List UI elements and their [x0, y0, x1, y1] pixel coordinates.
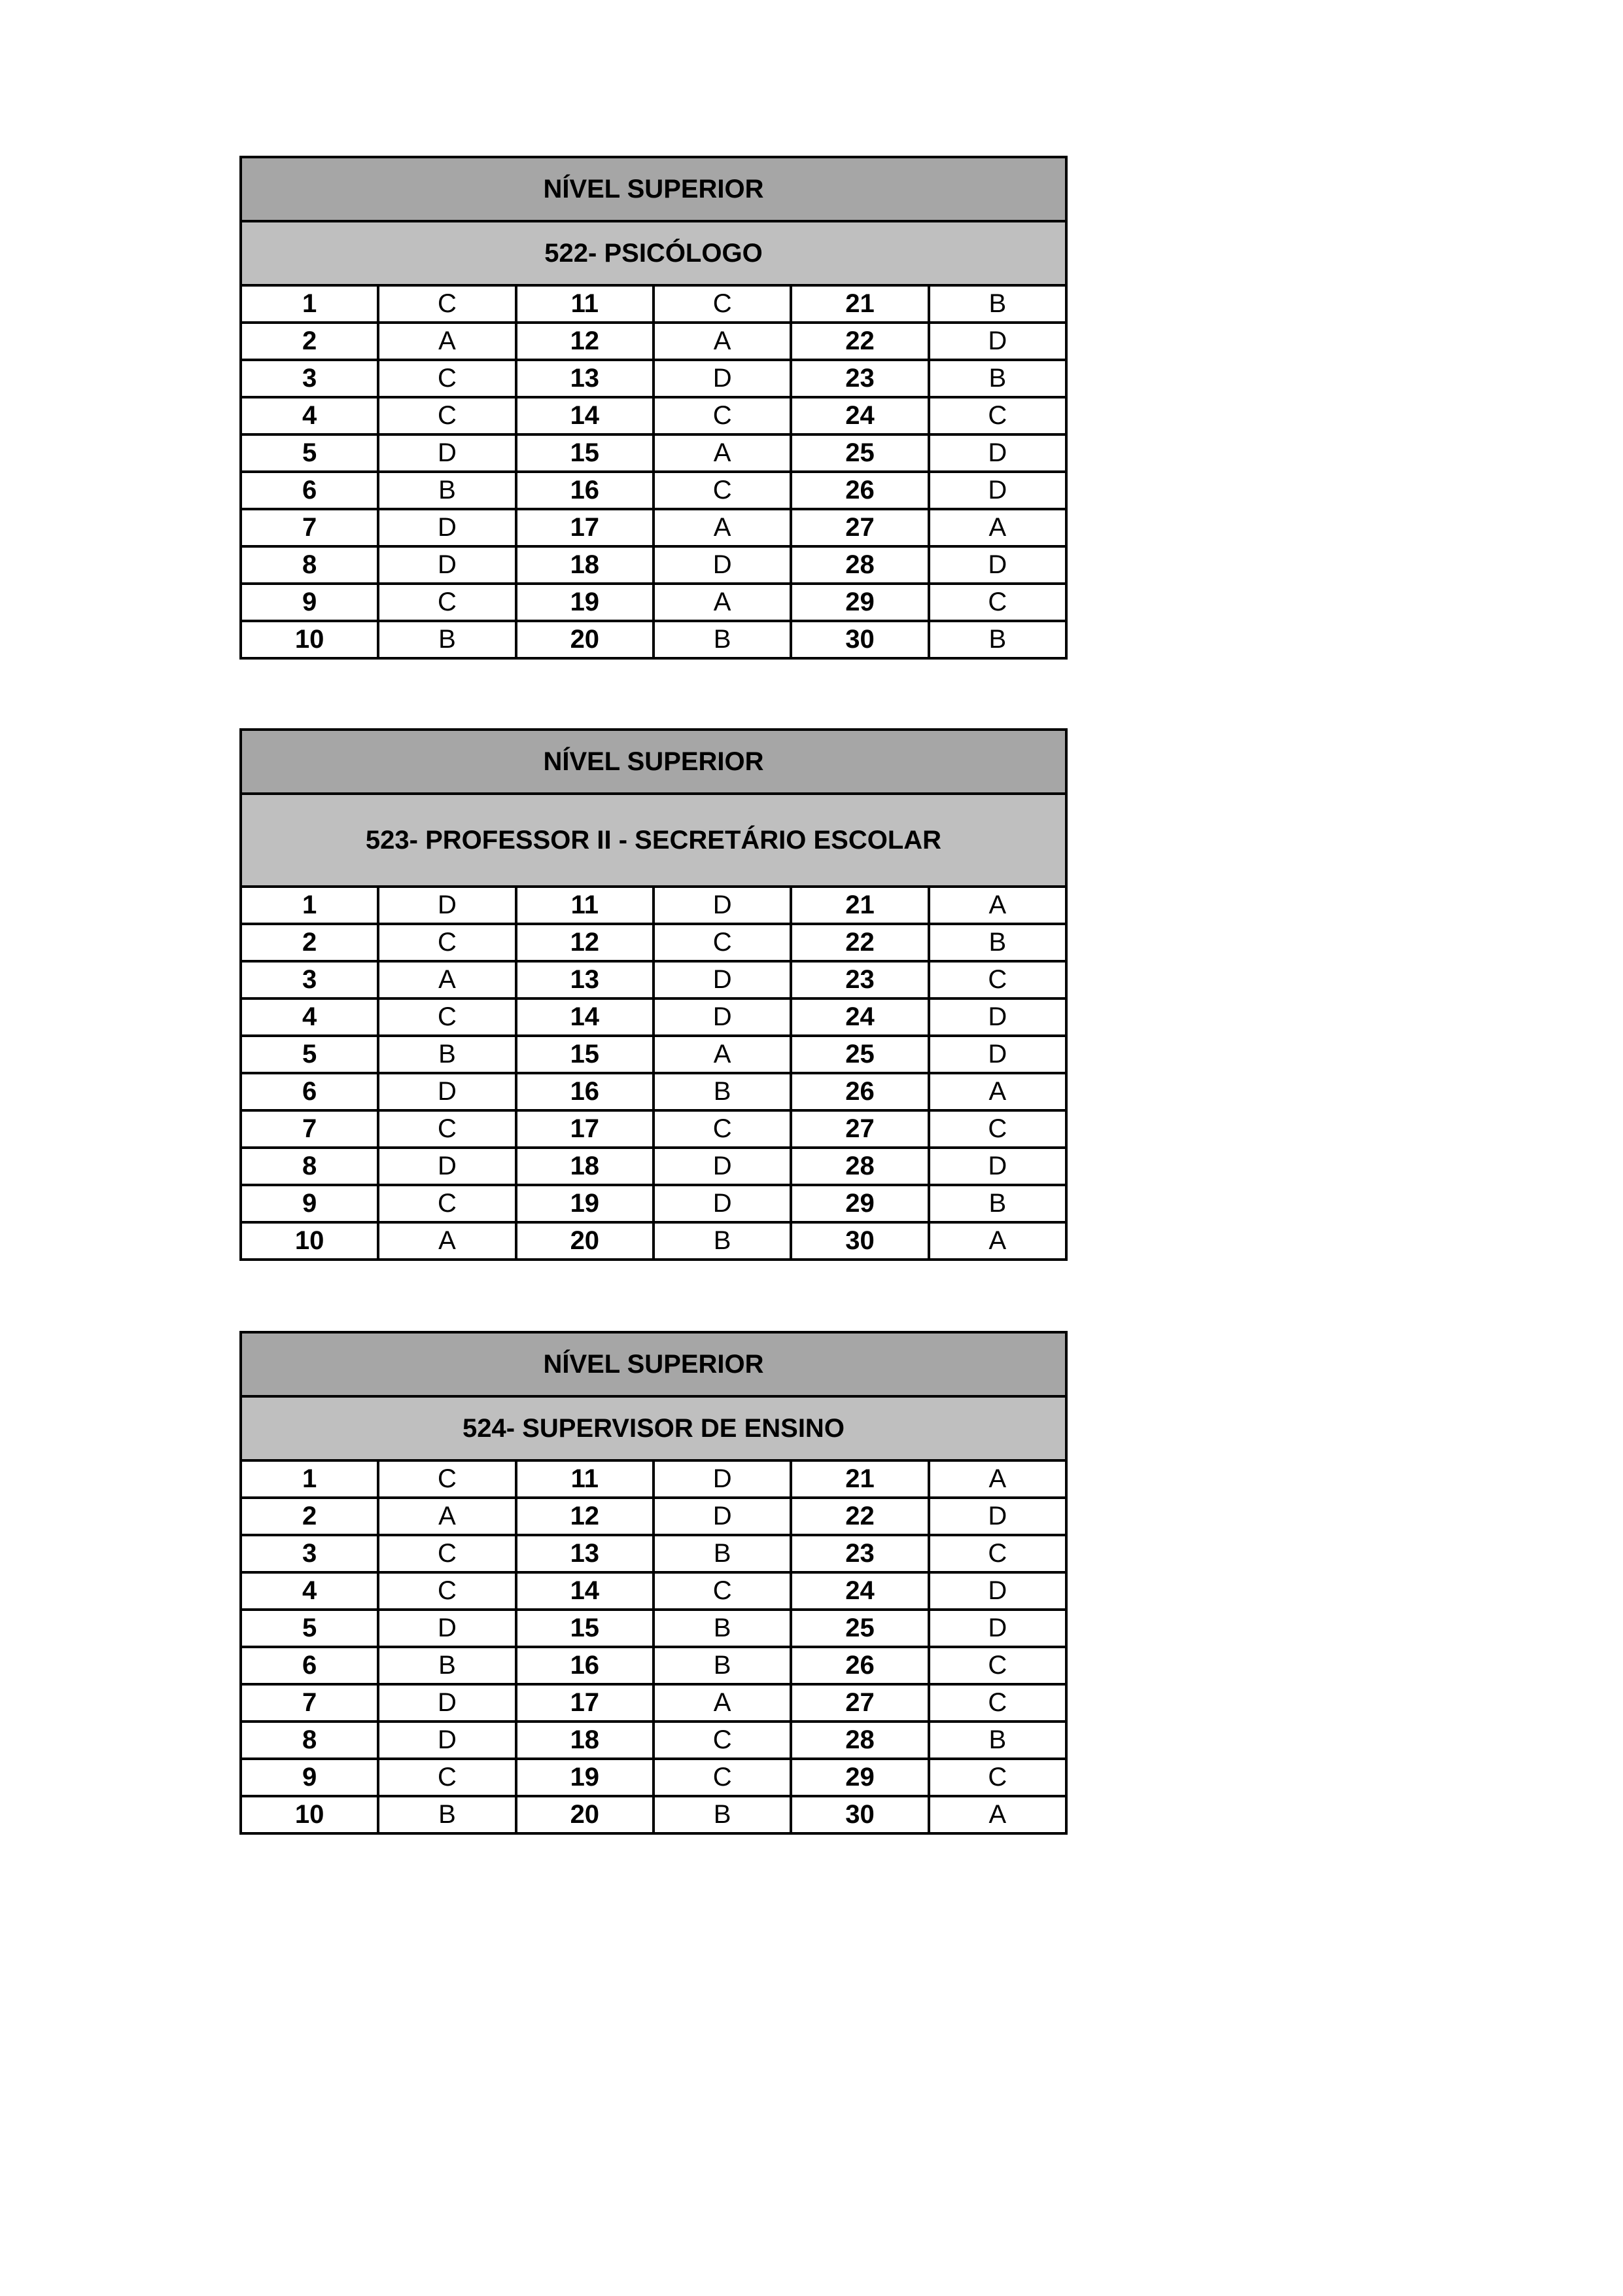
question-number: 9 — [241, 584, 378, 621]
question-number: 4 — [241, 397, 378, 434]
answer-row — [241, 434, 1066, 472]
question-number: 5 — [241, 1036, 378, 1073]
question-number: 24 — [791, 998, 928, 1036]
question-number: 14 — [516, 1572, 654, 1610]
question-number: 28 — [791, 1722, 928, 1759]
answer-letter: D — [929, 1572, 1066, 1610]
answer-row — [241, 584, 1066, 621]
answer-letter: D — [378, 546, 515, 584]
level-header-row — [241, 1332, 1066, 1396]
answer-row — [241, 360, 1066, 397]
answer-row — [241, 1722, 1066, 1759]
question-number: 12 — [516, 924, 654, 961]
answer-letter: A — [654, 584, 791, 621]
answer-letter: C — [929, 961, 1066, 998]
answer-letter: A — [654, 323, 791, 360]
answer-letter: A — [378, 1222, 515, 1260]
answer-row — [241, 998, 1066, 1036]
question-number: 9 — [241, 1185, 378, 1222]
answer-row — [241, 924, 1066, 961]
job-title-row — [241, 221, 1066, 285]
answer-letter: B — [378, 1647, 515, 1684]
question-number: 25 — [791, 1610, 928, 1647]
question-number: 27 — [791, 509, 928, 546]
question-number: 10 — [241, 621, 378, 658]
question-number: 15 — [516, 434, 654, 472]
question-number: 18 — [516, 1148, 654, 1185]
answer-row — [241, 546, 1066, 584]
question-number: 30 — [791, 1796, 928, 1833]
answer-letter: C — [654, 472, 791, 509]
question-number: 15 — [516, 1610, 654, 1647]
answer-row — [241, 1796, 1066, 1833]
question-number: 15 — [516, 1036, 654, 1073]
answer-letter: D — [378, 887, 515, 924]
answer-letter: D — [654, 1148, 791, 1185]
question-number: 17 — [516, 509, 654, 546]
question-number: 26 — [791, 1073, 928, 1110]
question-number: 19 — [516, 584, 654, 621]
answer-letter: B — [929, 924, 1066, 961]
answer-letter: A — [929, 1796, 1066, 1833]
answer-letter: B — [378, 472, 515, 509]
answer-letter: D — [929, 323, 1066, 360]
answer-letter: D — [929, 1610, 1066, 1647]
answer-letter: D — [378, 1148, 515, 1185]
answer-letter: C — [929, 1684, 1066, 1722]
question-number: 17 — [516, 1684, 654, 1722]
answer-letter: C — [378, 1185, 515, 1222]
answer-letter: B — [654, 1073, 791, 1110]
question-number: 28 — [791, 546, 928, 584]
answer-letter: C — [378, 1759, 515, 1796]
answer-letter: B — [378, 1036, 515, 1073]
question-number: 11 — [516, 887, 654, 924]
answer-letter: D — [378, 434, 515, 472]
question-number: 26 — [791, 1647, 928, 1684]
answer-letter: B — [378, 1796, 515, 1833]
answer-letter: B — [654, 1535, 791, 1572]
answer-letter: A — [929, 509, 1066, 546]
question-number: 10 — [241, 1222, 378, 1260]
answer-letter: C — [378, 998, 515, 1036]
question-number: 22 — [791, 323, 928, 360]
answer-letter: D — [378, 509, 515, 546]
question-number: 16 — [516, 472, 654, 509]
answer-key-table-522 — [239, 156, 1068, 660]
answer-letter: D — [929, 998, 1066, 1036]
answer-letter: B — [654, 1647, 791, 1684]
question-number: 30 — [791, 621, 928, 658]
question-number: 13 — [516, 1535, 654, 1572]
question-number: 12 — [516, 323, 654, 360]
question-number: 16 — [516, 1073, 654, 1110]
level-header-row — [241, 157, 1066, 221]
answer-row — [241, 1148, 1066, 1185]
question-number: 8 — [241, 546, 378, 584]
question-number: 29 — [791, 584, 928, 621]
answer-letter: C — [378, 397, 515, 434]
answer-letter: C — [654, 397, 791, 434]
answer-letter: D — [654, 360, 791, 397]
answer-letter: B — [654, 621, 791, 658]
answer-letter: C — [929, 1759, 1066, 1796]
question-number: 29 — [791, 1759, 928, 1796]
question-number: 19 — [516, 1185, 654, 1222]
question-number: 14 — [516, 998, 654, 1036]
question-number: 23 — [791, 961, 928, 998]
question-number: 1 — [241, 285, 378, 323]
question-number: 11 — [516, 285, 654, 323]
answer-row — [241, 1647, 1066, 1684]
question-number: 4 — [241, 1572, 378, 1610]
question-number: 18 — [516, 546, 654, 584]
answer-letter: C — [378, 1535, 515, 1572]
question-number: 20 — [516, 621, 654, 658]
question-number: 21 — [791, 285, 928, 323]
question-number: 2 — [241, 1498, 378, 1535]
answer-letter: C — [654, 924, 791, 961]
answer-row — [241, 1684, 1066, 1722]
level-header: NÍVEL SUPERIOR — [241, 1332, 1066, 1396]
answer-letter: D — [654, 1498, 791, 1535]
answer-row — [241, 1222, 1066, 1260]
question-number: 25 — [791, 1036, 928, 1073]
answer-letter: C — [654, 1110, 791, 1148]
question-number: 29 — [791, 1185, 928, 1222]
question-number: 6 — [241, 1073, 378, 1110]
answer-letter: D — [654, 887, 791, 924]
answer-letter: C — [378, 924, 515, 961]
question-number: 14 — [516, 397, 654, 434]
question-number: 4 — [241, 998, 378, 1036]
job-title-row — [241, 1396, 1066, 1460]
answer-row — [241, 961, 1066, 998]
question-number: 22 — [791, 1498, 928, 1535]
question-number: 11 — [516, 1460, 654, 1498]
answer-letter: A — [378, 961, 515, 998]
question-number: 8 — [241, 1148, 378, 1185]
answer-letter: B — [654, 1610, 791, 1647]
answer-letter: D — [378, 1722, 515, 1759]
question-number: 20 — [516, 1796, 654, 1833]
answer-letter: D — [654, 961, 791, 998]
answer-letter: B — [929, 360, 1066, 397]
answer-row — [241, 472, 1066, 509]
answer-letter: C — [378, 360, 515, 397]
answer-letter: A — [654, 509, 791, 546]
question-number: 1 — [241, 887, 378, 924]
answer-row — [241, 1498, 1066, 1535]
answer-row — [241, 1572, 1066, 1610]
question-number: 12 — [516, 1498, 654, 1535]
answer-letter: C — [654, 1722, 791, 1759]
answer-letter: D — [929, 1498, 1066, 1535]
question-number: 23 — [791, 360, 928, 397]
question-number: 20 — [516, 1222, 654, 1260]
level-header: NÍVEL SUPERIOR — [241, 157, 1066, 221]
answer-row — [241, 397, 1066, 434]
answer-letter: A — [378, 323, 515, 360]
answer-letter: B — [929, 1722, 1066, 1759]
answer-letter: A — [929, 1073, 1066, 1110]
answer-letter: D — [378, 1073, 515, 1110]
answer-letter: D — [929, 546, 1066, 584]
answer-letter: D — [654, 998, 791, 1036]
answer-letter: A — [378, 1498, 515, 1535]
answer-row — [241, 509, 1066, 546]
question-number: 3 — [241, 1535, 378, 1572]
answer-letter: D — [929, 1148, 1066, 1185]
answer-letter: C — [929, 1647, 1066, 1684]
job-title: 523- PROFESSOR II - SECRETÁRIO ESCOLAR — [241, 794, 1066, 887]
answer-row — [241, 621, 1066, 658]
answer-letter: D — [654, 546, 791, 584]
question-number: 26 — [791, 472, 928, 509]
level-header-row — [241, 730, 1066, 794]
question-number: 5 — [241, 434, 378, 472]
answer-letter: B — [929, 621, 1066, 658]
answer-row — [241, 323, 1066, 360]
question-number: 7 — [241, 1110, 378, 1148]
answer-letter: B — [378, 621, 515, 658]
answer-key-table-524 — [239, 1331, 1068, 1835]
answer-letter: C — [654, 1572, 791, 1610]
question-number: 21 — [791, 887, 928, 924]
job-title-row — [241, 794, 1066, 887]
answer-letter: D — [929, 472, 1066, 509]
answer-letter: D — [929, 434, 1066, 472]
answer-row — [241, 285, 1066, 323]
answer-row — [241, 1110, 1066, 1148]
question-number: 24 — [791, 397, 928, 434]
question-number: 3 — [241, 360, 378, 397]
question-number: 21 — [791, 1460, 928, 1498]
answer-letter: C — [378, 1572, 515, 1610]
answer-letter: D — [378, 1610, 515, 1647]
question-number: 24 — [791, 1572, 928, 1610]
question-number: 25 — [791, 434, 928, 472]
answer-letter: D — [929, 1036, 1066, 1073]
answer-row — [241, 1073, 1066, 1110]
question-number: 6 — [241, 472, 378, 509]
question-number: 28 — [791, 1148, 928, 1185]
answer-letter: C — [929, 584, 1066, 621]
answer-row — [241, 1036, 1066, 1073]
answer-letter: A — [929, 1460, 1066, 1498]
question-number: 6 — [241, 1647, 378, 1684]
question-number: 30 — [791, 1222, 928, 1260]
question-number: 7 — [241, 509, 378, 546]
answer-letter: C — [929, 397, 1066, 434]
answer-row — [241, 1610, 1066, 1647]
level-header: NÍVEL SUPERIOR — [241, 730, 1066, 794]
answer-row — [241, 1759, 1066, 1796]
answer-letter: A — [654, 434, 791, 472]
answer-letter: A — [654, 1036, 791, 1073]
answer-letter: A — [929, 887, 1066, 924]
answer-letter: C — [378, 1110, 515, 1148]
question-number: 19 — [516, 1759, 654, 1796]
question-number: 1 — [241, 1460, 378, 1498]
question-number: 13 — [516, 360, 654, 397]
answer-row — [241, 1535, 1066, 1572]
answer-row — [241, 1460, 1066, 1498]
answer-letter: D — [378, 1684, 515, 1722]
question-number: 27 — [791, 1684, 928, 1722]
job-title: 522- PSICÓLOGO — [241, 221, 1066, 285]
answer-letter: B — [654, 1222, 791, 1260]
question-number: 23 — [791, 1535, 928, 1572]
answer-letter: A — [929, 1222, 1066, 1260]
question-number: 5 — [241, 1610, 378, 1647]
question-number: 8 — [241, 1722, 378, 1759]
answer-letter: C — [378, 584, 515, 621]
answer-letter: D — [654, 1185, 791, 1222]
question-number: 3 — [241, 961, 378, 998]
question-number: 2 — [241, 323, 378, 360]
answer-letter: C — [654, 1759, 791, 1796]
answer-letter: A — [654, 1684, 791, 1722]
answer-letter: C — [654, 285, 791, 323]
question-number: 27 — [791, 1110, 928, 1148]
question-number: 9 — [241, 1759, 378, 1796]
answer-row — [241, 887, 1066, 924]
answer-letter: B — [929, 285, 1066, 323]
question-number: 13 — [516, 961, 654, 998]
answer-letter: C — [378, 1460, 515, 1498]
answer-row — [241, 1185, 1066, 1222]
question-number: 17 — [516, 1110, 654, 1148]
question-number: 2 — [241, 924, 378, 961]
question-number: 18 — [516, 1722, 654, 1759]
answer-key-table-523 — [239, 728, 1068, 1261]
question-number: 7 — [241, 1684, 378, 1722]
question-number: 22 — [791, 924, 928, 961]
answer-letter: C — [929, 1535, 1066, 1572]
answer-letter: B — [654, 1796, 791, 1833]
answer-letter: D — [654, 1460, 791, 1498]
question-number: 10 — [241, 1796, 378, 1833]
job-title: 524- SUPERVISOR DE ENSINO — [241, 1396, 1066, 1460]
answer-letter: C — [929, 1110, 1066, 1148]
answer-letter: C — [378, 285, 515, 323]
question-number: 16 — [516, 1647, 654, 1684]
answer-letter: B — [929, 1185, 1066, 1222]
